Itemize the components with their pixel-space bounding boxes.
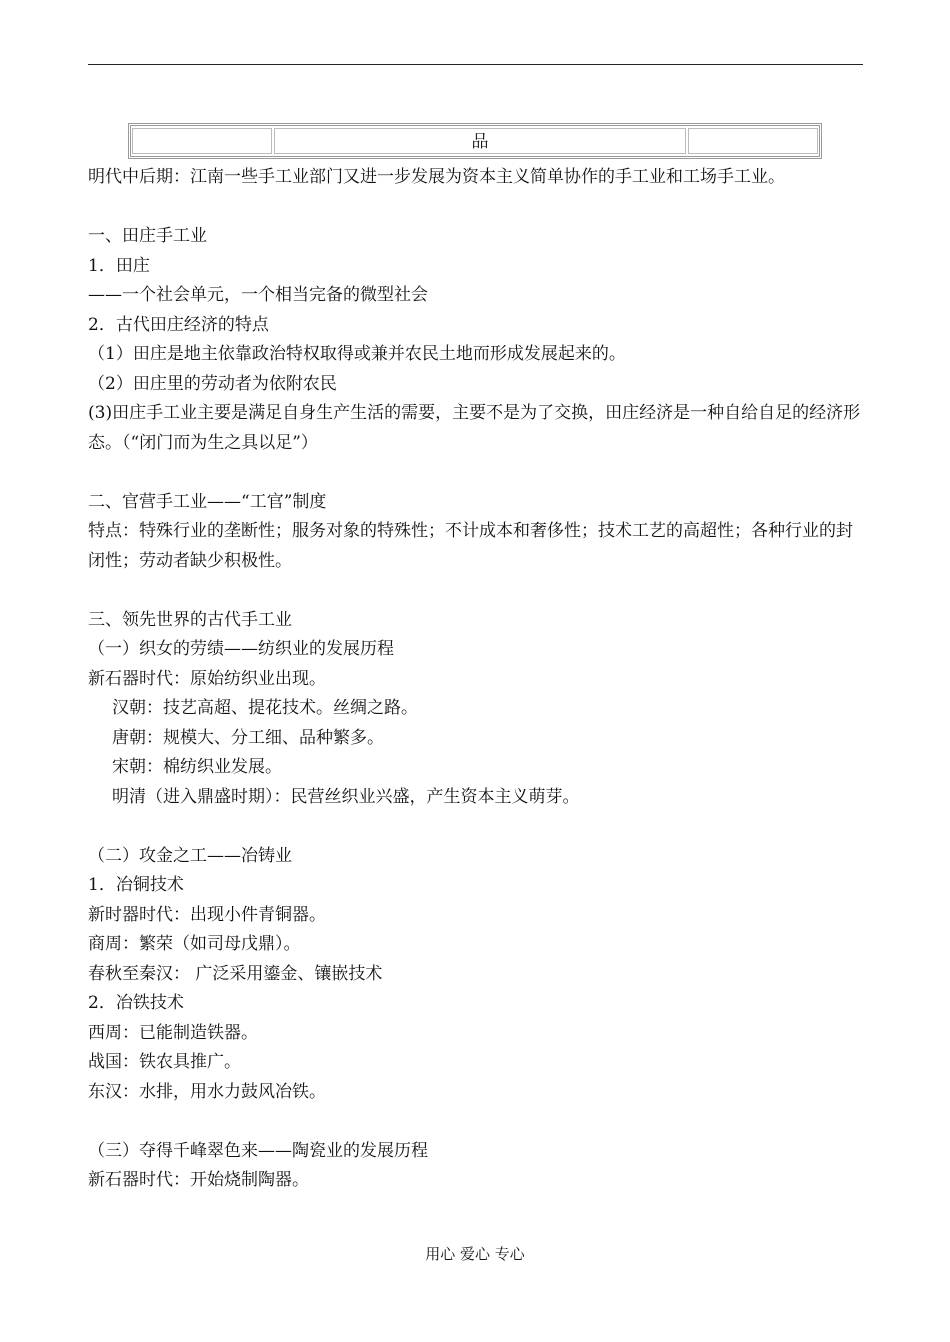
subsection-textile-heading: （一）织女的劳绩——纺织业的发展历程 (88, 639, 394, 659)
section-1-item: （1）田庄是地主依靠政治特权取得或兼并农民土地而形成发展起来的。 (88, 344, 626, 364)
timeline-item: 新石器时代：原始纺织业出现。 (88, 668, 326, 689)
subsection-item-heading: 2．冶铁技术 (88, 993, 184, 1013)
timeline-item: 春秋至秦汉： 广泛采用鎏金、镶嵌技术 (88, 963, 383, 984)
timeline-item: 西周：已能制造铁器。 (88, 1022, 258, 1043)
section-2-paragraph: 特点：特殊行业的垄断性；服务对象的特殊性；不计成本和奢侈性；技术工艺的高超性；各种行业的封闭性；劳动者缺少积极性。 (88, 521, 853, 571)
subsection-ceramics-heading: （三）夺得千峰翠色来——陶瓷业的发展历程 (88, 1140, 428, 1161)
header-rule (88, 64, 863, 65)
timeline-item: 唐朝：规模大、分工细、品种繁多。 (112, 727, 384, 748)
section-2-heading: 二、官营手工业——“工官”制度 (88, 491, 327, 512)
timeline-item: 战国：铁农具推广。 (88, 1052, 241, 1072)
section-1-item: 1．田庄 (88, 255, 150, 276)
header-cell-center: 品 (274, 128, 686, 154)
section-1-item: （2）田庄里的劳动者为依附农民 (88, 373, 337, 394)
header-cell-right (688, 128, 818, 154)
section-1-item: 2．古代田庄经济的特点 (88, 314, 269, 335)
timeline-item: 新石器时代：开始烧制陶器。 (88, 1170, 309, 1190)
document-body (88, 163, 868, 1196)
timeline-item: 明清（进入鼎盛时期）：民营丝织业兴盛，产生资本主义萌芽。 (112, 786, 580, 807)
section-1-item: (3)田庄手工业主要是满足自身生产生活的需要，主要不是为了交换，田庄经济是一种自给自足的经济形态。（“闭门而为生之具以足”） (88, 403, 861, 453)
page-footer: 用心 爱心 专心 (425, 1245, 525, 1263)
section-1-heading: 一、田庄手工业 (88, 226, 207, 246)
timeline-item: 汉朝：技艺高超、提花技术。丝绸之路。 (112, 698, 418, 718)
timeline-item: 新时器时代：出现小件青铜器。 (88, 904, 326, 925)
header-table (128, 123, 822, 159)
timeline-item: 商周：繁荣（如司母戊鼎）。 (88, 934, 301, 954)
header-cell-left (132, 128, 272, 154)
subsection-metal-heading: （二）攻金之工——冶铸业 (88, 845, 292, 866)
timeline-item: 宋朝：棉纺织业发展。 (112, 757, 282, 777)
intro-paragraph: 明代中后期：江南一些手工业部门又进一步发展为资本主义简单协作的手工业和工场手工业。 (88, 167, 785, 187)
section-1-item: ——一个社会单元，一个相当完备的微型社会 (88, 285, 428, 305)
section-3-heading: 三、领先世界的古代手工业 (88, 609, 292, 630)
timeline-item: 东汉：水排，用水力鼓风冶铁。 (88, 1081, 326, 1102)
subsection-item-heading: 1．冶铜技术 (88, 875, 184, 895)
